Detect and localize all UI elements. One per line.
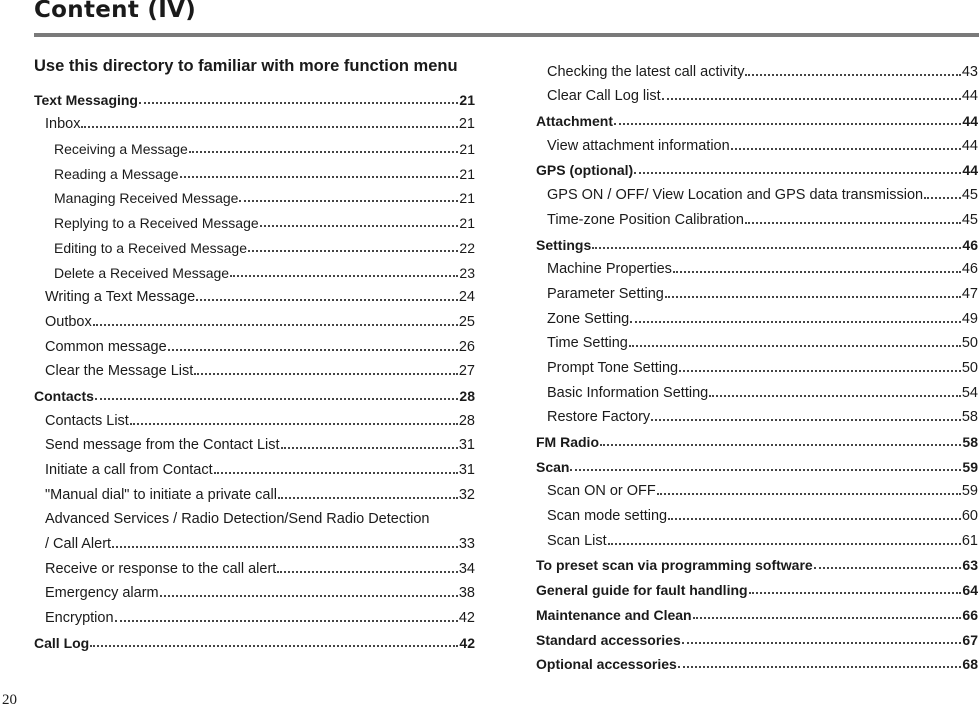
toc-entry-label: Restore Factory <box>547 409 651 426</box>
toc-entry[interactable] <box>34 577 475 602</box>
toc-entry-label: Attachment <box>536 113 614 130</box>
toc-entry[interactable] <box>34 453 475 478</box>
toc-section-entry[interactable] <box>34 626 475 651</box>
toc-leader-dots <box>81 126 457 128</box>
toc-entry[interactable] <box>34 404 475 429</box>
toc-leader-dots <box>608 543 961 545</box>
toc-entry-page: 21 <box>459 91 475 108</box>
toc-entry-page: 50 <box>961 335 978 352</box>
toc-entry-page: 54 <box>961 384 978 401</box>
toc-entry[interactable] <box>536 55 978 80</box>
page-title: Content (IV) <box>34 0 197 23</box>
toc-entry[interactable] <box>536 327 978 352</box>
toc-leader-dots <box>731 148 961 150</box>
toc-entry-label: "Manual dial" to initiate a private call <box>45 486 277 503</box>
toc-entry-page: 49 <box>961 310 978 327</box>
toc-leader-dots <box>570 469 961 471</box>
toc-entry-page: 46 <box>962 236 978 253</box>
toc-entry-page: 67 <box>962 631 978 648</box>
toc-entry-page: 28 <box>459 387 475 404</box>
toc-leader-dots <box>160 595 458 597</box>
toc-entry-label: Inbox <box>45 116 81 133</box>
toc-entry-label: / Call Alert <box>45 536 112 553</box>
toc-section-entry[interactable] <box>536 598 978 623</box>
toc-entry-label: Call Log <box>34 634 90 651</box>
toc-leader-dots <box>194 373 458 375</box>
toc-entry-label: Reading a Message <box>54 165 179 182</box>
toc-leader-dots <box>93 324 458 326</box>
toc-leader-dots <box>678 666 962 668</box>
toc-entry-label: Outbox <box>45 313 92 330</box>
toc-entry-label: Advanced Services / Radio Detection/Send Radio Detection <box>45 511 430 528</box>
toc-entry[interactable] <box>34 231 475 256</box>
toc-leader-dots <box>214 472 458 474</box>
toc-entry-page: 25 <box>458 313 475 330</box>
toc-section-entry[interactable] <box>536 573 978 598</box>
toc-entry-page: 38 <box>458 585 475 602</box>
toc-entry-label: Scan List <box>547 532 607 549</box>
toc-leader-dots <box>679 370 961 372</box>
toc-leader-dots <box>814 567 962 569</box>
toc-entry[interactable] <box>536 524 978 549</box>
toc-leader-dots <box>634 172 961 174</box>
toc-entry-label: Editing to a Received Message <box>54 239 247 256</box>
toc-entry-page: 32 <box>458 486 475 503</box>
toc-leader-dots <box>278 497 458 499</box>
toc-leader-dots <box>248 250 458 252</box>
toc-entry-page: 44 <box>961 137 978 154</box>
toc-entry-label: GPS (optional) <box>536 162 634 179</box>
toc-entry-page: 21 <box>458 116 475 133</box>
toc-entry-label: Contacts <box>34 387 94 404</box>
toc-entry-label: Receive or response to the call alert <box>45 560 277 577</box>
toc-entry-label: View attachment information <box>547 137 730 154</box>
toc-entry[interactable] <box>34 429 475 454</box>
toc-section-entry[interactable] <box>536 549 978 574</box>
toc-entry-label: General guide for fault handling <box>536 582 748 599</box>
toc-entry-label: Time-zone Position Calibration <box>547 211 744 228</box>
toc-leader-dots <box>614 123 961 125</box>
toc-entry-label: Delete a Received Message <box>54 264 230 281</box>
toc-leader-dots <box>693 617 962 619</box>
toc-entry-label: Text Messaging <box>34 91 138 108</box>
toc-entry-page: 61 <box>961 532 978 549</box>
toc-entry[interactable] <box>34 552 475 577</box>
toc-leader-dots <box>651 419 961 421</box>
toc-entry-page: 45 <box>961 211 978 228</box>
toc-leader-dots <box>277 571 458 573</box>
toc-entry[interactable] <box>536 376 978 401</box>
toc-entry[interactable] <box>34 601 475 626</box>
toc-leader-dots <box>189 151 459 153</box>
toc-entry[interactable] <box>34 182 475 207</box>
toc-entry-page: 68 <box>962 656 978 673</box>
toc-entry-page: 34 <box>458 560 475 577</box>
section-subtitle: Use this directory to familiar with more function menu <box>34 57 458 75</box>
toc-entry-label: Send message from the Contact List <box>45 437 280 454</box>
toc-entry-page: 47 <box>961 285 978 302</box>
toc-entry[interactable] <box>536 253 978 278</box>
toc-entry-label: Initiate a call from Contact <box>45 462 213 478</box>
toc-entry-label: Clear the Message List <box>45 363 194 380</box>
toc-leader-dots <box>115 620 458 622</box>
toc-entry[interactable] <box>536 401 978 426</box>
toc-entry-label: Parameter Setting <box>547 285 664 302</box>
toc-entry-page: 21 <box>459 215 475 232</box>
toc-entry-label: Zone Setting <box>547 310 630 327</box>
toc-entry-label: Encryption <box>45 610 114 627</box>
toc-leader-dots <box>130 423 458 425</box>
toc-entry-page: 59 <box>962 458 978 475</box>
toc-entry-page: 50 <box>961 359 978 376</box>
toc-section-entry[interactable] <box>536 104 978 129</box>
toc-leader-dots <box>668 518 961 520</box>
toc-leader-dots <box>745 74 960 76</box>
toc-leader-dots <box>281 447 458 449</box>
toc-leader-dots <box>239 200 458 202</box>
toc-entry[interactable] <box>34 355 475 380</box>
toc-entry-label: Optional accessories <box>536 656 677 673</box>
toc-entry-page: 21 <box>459 165 475 182</box>
toc-leader-dots <box>168 349 458 351</box>
toc-entry-page: 31 <box>458 437 475 454</box>
toc-leader-dots <box>745 222 961 224</box>
toc-leader-dots <box>657 493 961 495</box>
toc-leader-dots <box>673 271 961 273</box>
toc-entry-label: Replying to a Received Message <box>54 215 259 232</box>
toc-entry-label: Time Setting <box>547 335 628 352</box>
toc-entry[interactable] <box>34 478 475 503</box>
toc-section-entry[interactable] <box>536 623 978 648</box>
toc-entry-page: 64 <box>962 582 978 599</box>
toc-entry-page: 45 <box>961 187 978 204</box>
toc-entry-label: Basic Information Setting <box>547 384 709 401</box>
toc-section-entry[interactable] <box>536 648 978 673</box>
toc-section-entry[interactable] <box>536 154 978 179</box>
toc-entry-page: 31 <box>458 462 475 478</box>
toc-entry-page: 44 <box>962 162 978 179</box>
toc-entry-label: Settings <box>536 236 592 253</box>
toc-section-entry[interactable] <box>536 425 978 450</box>
toc-leader-dots <box>630 321 961 323</box>
toc-entry-page: 46 <box>961 261 978 278</box>
toc-leader-dots <box>139 102 458 104</box>
toc-leader-dots <box>230 275 458 277</box>
toc-entry-label: GPS ON / OFF/ View Location and GPS data transmission <box>547 187 924 204</box>
toc-entry[interactable] <box>34 108 475 133</box>
toc-entry-page: 43 <box>961 63 978 80</box>
toc-section-entry[interactable] <box>34 83 475 108</box>
toc-entry-page: 66 <box>962 606 978 623</box>
toc-leader-dots <box>600 444 961 446</box>
toc-entry-label: Writing a Text Message <box>45 289 196 306</box>
toc-entry-label: Clear Call Log list <box>547 88 661 105</box>
page-number: 20 <box>2 692 17 708</box>
toc-entry-label: Receiving a Message <box>54 141 188 158</box>
toc-entry-label: FM Radio <box>536 434 599 450</box>
toc-entry-label: Scan <box>536 458 570 475</box>
toc-entry[interactable] <box>536 475 978 500</box>
title-rule <box>34 33 979 37</box>
toc-entry-label: Checking the latest call activity <box>547 63 745 80</box>
toc-entry[interactable] <box>34 206 475 231</box>
toc-entry-page: 58 <box>962 434 978 450</box>
toc-leader-dots <box>682 642 962 644</box>
toc-entry-label: Scan mode setting <box>547 508 668 525</box>
toc-entry-label: Machine Properties <box>547 261 672 278</box>
toc-entry-page: 44 <box>962 113 978 130</box>
toc-entry-page: 33 <box>458 536 475 553</box>
toc-entry-page: 63 <box>962 557 978 574</box>
toc-entry[interactable] <box>536 277 978 302</box>
toc-entry-page: 44 <box>961 88 978 105</box>
toc-entry-label: Emergency alarm <box>45 585 159 602</box>
toc-entry-page: 28 <box>458 412 475 429</box>
toc-entry[interactable] <box>536 499 978 524</box>
toc-entry-page: 60 <box>961 508 978 525</box>
toc-entry-page: 59 <box>961 483 978 500</box>
toc-leader-dots <box>924 197 961 199</box>
toc-entry[interactable] <box>536 302 978 327</box>
toc-section-entry[interactable] <box>34 379 475 404</box>
toc-entry[interactable] <box>34 305 475 330</box>
toc-entry-page: 23 <box>459 264 475 281</box>
toc-entry[interactable] <box>536 351 978 376</box>
toc-entry-page: 27 <box>458 363 475 380</box>
toc-entry[interactable] <box>34 132 475 157</box>
toc-leader-dots <box>112 546 458 548</box>
toc-leader-dots <box>749 592 962 594</box>
toc-leader-dots <box>665 296 961 298</box>
toc-entry-page: 26 <box>458 338 475 355</box>
toc-entry[interactable] <box>34 256 475 281</box>
toc-entry[interactable] <box>34 157 475 182</box>
toc-leader-dots <box>95 398 459 400</box>
toc-entry[interactable] <box>34 281 475 306</box>
toc-entry[interactable] <box>536 129 978 154</box>
toc-leader-dots <box>592 247 961 249</box>
toc-entry-label: Managing Received Message <box>54 190 239 207</box>
toc-entry-page: 21 <box>459 190 475 207</box>
toc-entry[interactable] <box>34 503 475 528</box>
toc-leader-dots <box>662 98 961 100</box>
toc-section-entry[interactable] <box>536 228 978 253</box>
toc-entry-label: Common message <box>45 338 167 355</box>
toc-leader-dots <box>260 225 459 227</box>
toc-entry-page: 42 <box>458 610 475 627</box>
toc-entry-label: To preset scan via programming software <box>536 557 813 574</box>
toc-entry-label: Standard accessories <box>536 631 681 648</box>
toc-entry-label: Scan ON or OFF <box>547 483 656 500</box>
toc-entry[interactable] <box>34 527 475 552</box>
toc-entry-page: 21 <box>459 141 475 158</box>
toc-leader-dots <box>629 345 961 347</box>
toc-leader-dots <box>196 299 458 301</box>
toc-entry-page: 24 <box>458 289 475 306</box>
toc-right-column <box>536 55 978 672</box>
toc-entry-label: Prompt Tone Setting <box>547 359 679 376</box>
toc-entry[interactable] <box>536 203 978 228</box>
toc-left-column <box>34 83 475 651</box>
toc-entry-page: 58 <box>961 409 978 426</box>
toc-entry-label: Contacts List <box>45 412 129 429</box>
toc-section-entry[interactable] <box>536 450 978 475</box>
toc-leader-dots <box>90 645 458 647</box>
toc-leader-dots <box>180 176 459 178</box>
toc-entry-label: Maintenance and Clean <box>536 606 692 623</box>
toc-entry-page: 42 <box>459 634 475 651</box>
toc-entry[interactable] <box>536 80 978 105</box>
toc-entry-page: 22 <box>459 239 475 256</box>
toc-entry[interactable] <box>34 330 475 355</box>
toc-entry[interactable] <box>536 178 978 203</box>
toc-leader-dots <box>709 395 961 397</box>
